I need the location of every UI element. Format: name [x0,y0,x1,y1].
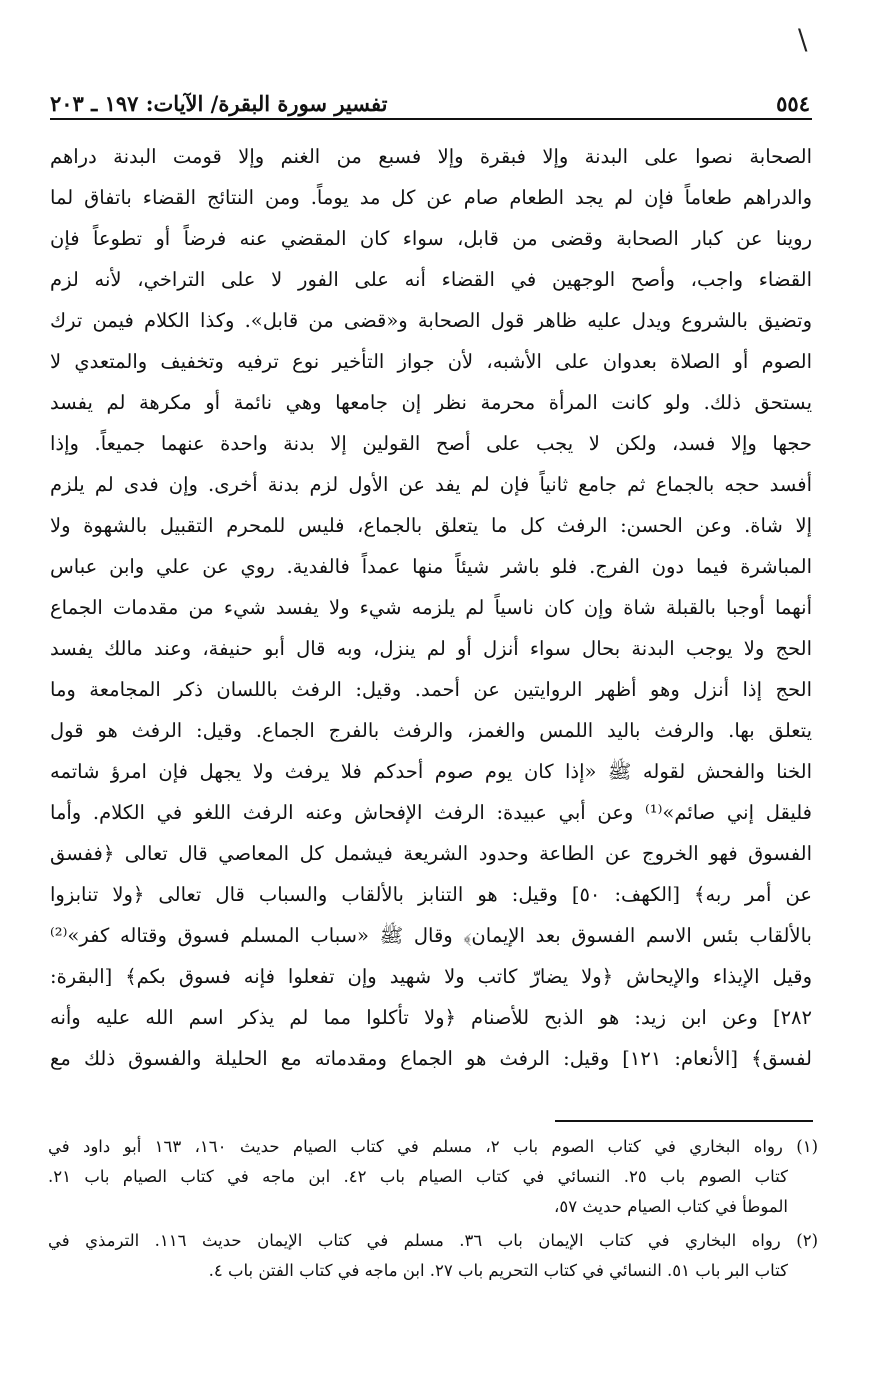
text-line: الحج إذا أنزل وهو أظهر الروايتين عن أحمد. وقيل: الرفث باللسان ذكر المجامعة وما [50,678,812,701]
page-header [50,80,810,116]
text-line: الحج ولا يوجب البدنة بحال سواء أنزل أو لم ينزل، وبه قال أبو حنيفة، وعند مالك يفسد [50,637,812,660]
text-line: الصحابة نصوا على البدنة وإلا فبقرة وإلا فسبع من الغنم وإلا قومت البدنة دراهم [50,145,812,168]
text-line: المباشرة فيما دون الفرج. فلو باشر شيئاً منها عمداً فالفدية. روي عن علي وابن عباس [50,555,812,578]
footnote-2 [48,1226,818,1286]
header-divider [50,118,812,120]
footnote-line: (٢) رواه البخاري في كتاب الإيمان باب ٣٦. مسلم في كتاب الإيمان حديث ١١٦. الترمذي في [48,1231,818,1250]
text-line: عن أمر ربه﴾ [الكهف: ٥٠] وقيل: هو التنابز بالألقاب والسباب قال تعالى ﴿ولا تنابزوا [50,883,812,906]
footnote-line: الموطأ في كتاب الصيام حديث ٥٧، [554,1197,788,1216]
text-line: يتعلق بها. والرفث باليد اللمس والغمز، والرفث بالفرج الجماع. وقيل: الرفث هو قول [50,719,812,742]
text-line: الخنا والفحش لقوله ﷺ «إذا كان يوم صوم أحدكم فلا يرفث ولا يجهل فإن امرؤ شاتمه [50,760,812,783]
text-line: ٢٨٢] وعن ابن زيد: هو الذبح للأصنام ﴿ولا تأكلوا مما لم يذكر اسم الله عليه وأنه [50,1006,812,1029]
text-line: وتضيق بالشروع ويدل عليه ظاهر قول الصحابة و«قضى من قابل». وكذا الكلام فيمن ترك [50,309,812,332]
text-line: والدراهم طعاماً فإن لم يجد الطعام صام عن كل مد يوماً. ومن النتائج القضاء باتفاق لما [50,186,812,209]
footnote-divider [555,1120,813,1122]
text-line: أنهما أوجبا بالقبلة شاة وإن كان ناسياً لم يلزمه شيء ولا يفسد شيء من مقدمات الجماع [50,596,812,619]
text-line: الفسوق فهو الخروج عن الطاعة وحدود الشريعة فيشمل كل المعاصي قال تعالى ﴿ففسق [50,842,812,865]
footnote-line: (١) رواه البخاري في كتاب الصوم باب ٢، مسلم في كتاب الصيام حديث ١٦٠، ١٦٣ أبو داود في [48,1137,818,1156]
text-line: حجها وإلا فسد، ولكن لا يجب على أصح القولين إلا بدنة واحدة عنهما جميعاً. وإذا [50,432,812,455]
text-line: القضاء واجب، وأصح الوجهين في القضاء أنه على الفور لا على التراخي، لأنه لزم [50,268,812,291]
text-line: أفسد حجه بالجماع ثم جامع ثانياً فإن لم يفد عن الأول لزم بدنة أخرى. وإن فدى لم يلزم [50,473,812,496]
text-line: لفسق﴾ [الأنعام: ١٢١] وقيل: الرفث هو الجماع ومقدماته مع الحليلة والفسوق ذلك مع [50,1047,812,1070]
page-number: ٥٥٤ [776,91,810,116]
footnote-line: كتاب البر باب ٥١. النسائي في كتاب التحريم باب ٢٧. ابن ماجه في كتاب الفتن باب ٤. [208,1261,788,1280]
text-line: إلا شاة. وعن الحسن: الرفث كل ما يتعلق بالجماع، فليس للمحرم التقبيل بالشهوة ولا [50,514,812,537]
footnote-1 [48,1132,818,1222]
text-line: الصوم أو الصلاة بعدوان على الأشبه، لأن جواز التأخير نوع ترفيه وتخفيف والمتعدي لا [50,350,812,373]
footnotes [48,1132,818,1290]
text-line: روينا عن كبار الصحابة وقضى من قابل، سواء كان المقضي عنه فرضاً أو تطوعاً فإن [50,227,812,250]
running-title: تفسير سورة البقرة/ الآيات: ١٩٧ ـ ٢٠٣ [50,91,388,116]
footnote-line: كتاب الصوم باب ٢٥. النسائي في كتاب الصيام باب ٤٢. ابن ماجه في كتاب الصيام باب ٢١. [48,1167,788,1186]
text-line: يستحق ذلك. ولو كانت المرأة محرمة نظر إن جامعها وهي نائمة أو مكرهة لم يفسد [50,391,812,414]
main-text [50,136,812,1079]
text-line: وقيل الإيذاء والإيحاش ﴿ولا يضارّ كاتب ولا شهيد وإن تفعلوا فإنه فسوق بكم﴾ [البقرة: [50,965,812,988]
corner-pen-mark: \ [798,23,808,56]
text-line: فليقل إني صائم»⁽¹⁾ وعن أبي عبيدة: الرفث الإفحاش وعنه الرفث اللغو في الكلام. وأما [50,801,812,824]
text-line: بالألقاب بئس الاسم الفسوق بعد الإيمان﴾ وقال ﷺ «سباب المسلم فسوق وقتاله كفر»⁽²⁾ [50,924,812,947]
